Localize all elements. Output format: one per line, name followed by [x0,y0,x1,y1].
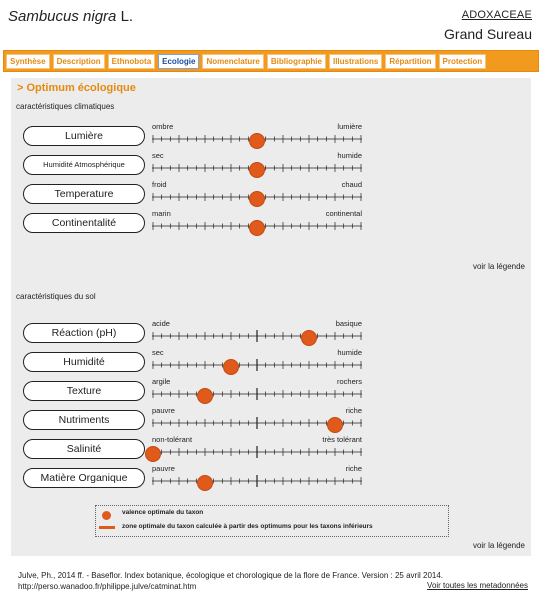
legend-dot-text: valence optimale du taxon [122,509,204,516]
scale-right-label: très tolérant [322,435,362,444]
species-name [8,8,133,25]
parameter-label: Continentalité [23,213,145,233]
scale-row [11,466,531,492]
tab-description[interactable]: Description [53,54,105,69]
tab-bibliographie[interactable]: Bibliographie [267,54,326,69]
common-name: Grand Sureau [444,26,532,42]
optimum-dot [223,359,239,375]
scale-track [152,219,362,233]
optimum-dot [249,133,265,149]
scale-track [152,387,362,401]
scale-row [11,350,531,376]
scale-axis [152,387,362,401]
climate-title: caractéristiques climatiques [16,102,115,111]
scale-row [11,153,531,179]
legend-box [95,505,449,537]
scale-row [11,408,531,434]
ecology-panel [11,78,531,556]
parameter-label: Nutriments [23,410,145,430]
legend-link-soil[interactable]: voir la légende [472,541,525,550]
scale-left-label: marin [152,209,171,218]
scale-left-label: pauvre [152,406,175,415]
optimum-dot [145,446,161,462]
scale-left-label: non-tolérant [152,435,193,444]
scale-axis [152,445,362,459]
parameter-label: Temperature [23,184,145,204]
scale-right-label: chaud [341,180,362,189]
scale-track [152,329,362,343]
legend-bar-icon [99,526,115,529]
tab-protection[interactable]: Protection [439,54,487,69]
scale-left-label: argile [152,377,171,386]
optimum-dot [197,388,213,404]
parameter-label: Lumière [23,126,145,146]
scale-row [11,379,531,405]
optimum-dot [249,220,265,236]
tab-repartition[interactable]: Répartition [385,54,435,69]
parameter-label: Salinité [23,439,145,459]
tab-nomenclature[interactable]: Nomenclature [202,54,263,69]
scale-track [152,474,362,488]
scale-axis [152,358,362,372]
scale-track [152,161,362,175]
parameter-label: Texture [23,381,145,401]
parameter-label: Humidité Atmosphérique [23,155,145,175]
tab-illustrations[interactable]: Illustrations [329,54,382,69]
scale-left-label: sec [152,348,164,357]
tab-bar [3,50,539,72]
scientific-name: Sambucus nigra [8,8,117,25]
citation: Julve, Ph., 2014 ff. - Baseflor. Index botanique, écologique et chorologique de la flore de France. Version : 25 avril 2014. http://perso.wanadoo.fr/philippe.julve/catminat.htm [18,571,444,591]
scale-track [152,190,362,204]
tab-ecologie[interactable]: Ecologie [158,54,199,69]
scale-left-label: froid [152,180,167,189]
scale-track [152,132,362,146]
scale-right-label: continental [325,209,362,218]
scale-axis [152,474,362,488]
author-name: L. [120,8,134,25]
parameter-label: Humidité [23,352,145,372]
scale-right-label: humide [337,348,362,357]
species-header [0,0,542,48]
scale-track [152,416,362,430]
section-title: > Optimum écologique [17,82,136,94]
optimum-dot [249,191,265,207]
scale-left-label: ombre [152,122,174,131]
optimum-dot [327,417,343,433]
scale-right-label: rochers [336,377,362,386]
soil-title: caractéristiques du sol [16,292,96,301]
scale-track [152,358,362,372]
scale-axis [152,329,362,343]
optimum-dot [249,162,265,178]
scale-right-label: humide [337,151,362,160]
scale-row [11,211,531,237]
scale-right-label: riche [345,464,362,473]
scale-row [11,321,531,347]
tab-ethnobota[interactable]: Ethnobota [108,54,156,69]
tab-synthese[interactable]: Synthèse [6,54,50,69]
legend-bar-text: zone optimale du taxon calculée à partir des optimums pour les taxons inférieurs [122,523,373,530]
parameter-label: Matière Organique [23,468,145,488]
scale-left-label: sec [152,151,164,160]
optimum-dot [197,475,213,491]
family-link[interactable]: ADOXACEAE [461,9,532,21]
legend-link-climate[interactable]: voir la légende [472,262,525,271]
scale-row [11,182,531,208]
scale-row [11,437,531,463]
legend-dot-icon [102,511,111,520]
scale-left-label: pauvre [152,464,175,473]
scale-track [152,445,362,459]
metadata-link[interactable]: Voir toutes les metadonnées [427,581,528,590]
scale-right-label: basique [335,319,362,328]
optimum-dot [301,330,317,346]
parameter-label: Réaction (pH) [23,323,145,343]
scale-right-label: lumière [337,122,362,131]
scale-row [11,124,531,150]
scale-right-label: riche [345,406,362,415]
scale-left-label: acide [152,319,170,328]
